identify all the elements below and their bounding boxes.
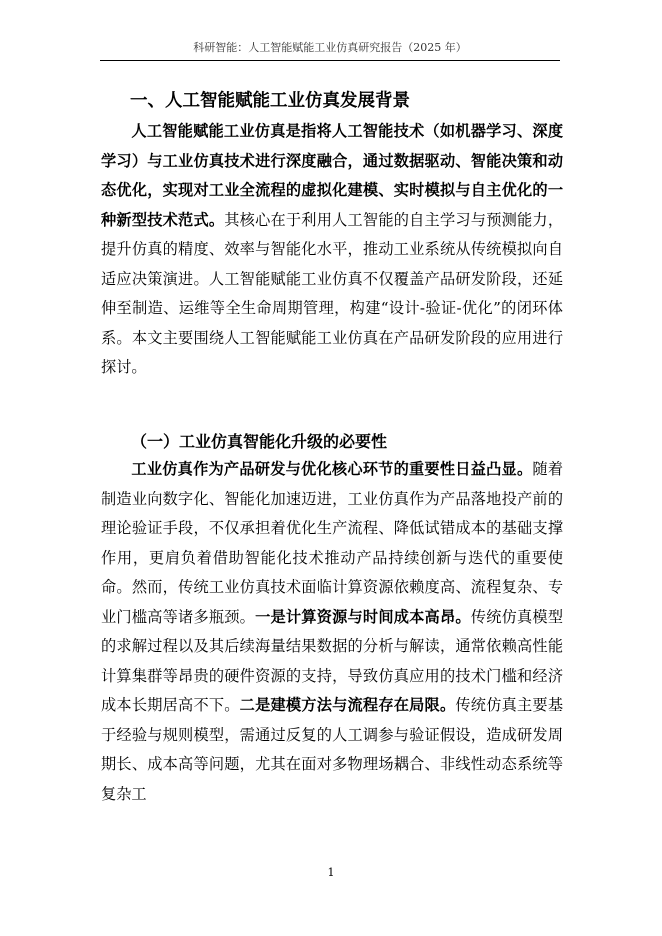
paragraph-lead-bold: 人工智能赋能工业仿真是指将人工智能技术（如机器学习、深度学习）与工业仿真技术进行深度融合，通过数据驱动、智能决策和动态优化，实现对工业全流程的虚拟化建模、实时模拟与自主优化的一种新型技术范式。 [101,122,563,229]
paragraph-body: 其核心在于利用人工智能的自主学习与预测能力，提升仿真的精度、效率与智能化水平，推动工业系统从传统模拟向自适应决策演进。人工智能赋能工业仿真不仅覆盖产品研发阶段，还延伸至制造、运维等全生命周期管理，构建“设计-验证-优化”的闭环体系。本文主要围绕人工智能赋能工业仿真在产品研发阶段的应用进行探讨。 [101,210,564,376]
section-heading: 一、人工智能赋能工业仿真发展背景 [130,91,410,111]
paragraph-necessity [101,455,563,809]
point-one-text: 传统仿真模型的求解过程以及其后续海量结果数据的分析与解读，通常依赖高性能计算集群等昂贵的硬件资源的支持，导致仿真应用的技术门槛和经济成本长期居高不下。 [101,607,564,714]
point-one-bold: 一是计算资源与时间成本高昂。 [255,607,471,626]
paragraph-background [101,117,563,383]
paragraph-body: 随着制造业向数字化、智能化加速迈进，工业仿真作为产品落地投产前的理论验证手段，不仅承担着优化生产流程、降低试错成本的基础支撑作用，更肩负着借助智能化技术推动产品持续创新与迭代的重要使命。然而，传统工业仿真技术面临计算资源依赖度高、流程复杂、专业门槛高等诸多瓶颈。 [101,460,564,626]
paragraph-lead-bold: 工业仿真作为产品研发与优化核心环节的重要性日益凸显。 [131,460,533,478]
running-header: 科研智能：人工智能赋能工业仿真研究报告（2025 年） [100,40,560,61]
subsection-heading: （一）工业仿真智能化升级的必要性 [131,432,388,451]
point-two-text: 传统仿真主要基于经验与规则模型，需通过反复的人工调参与验证假设，造成研发周期长、成本高等问题，尤其在面对多物理场耦合、非线性动态系统等复杂工 [101,696,564,803]
point-two-bold: 二是建模方法与流程存在局限。 [239,696,456,714]
page-number: 1 [327,866,335,879]
